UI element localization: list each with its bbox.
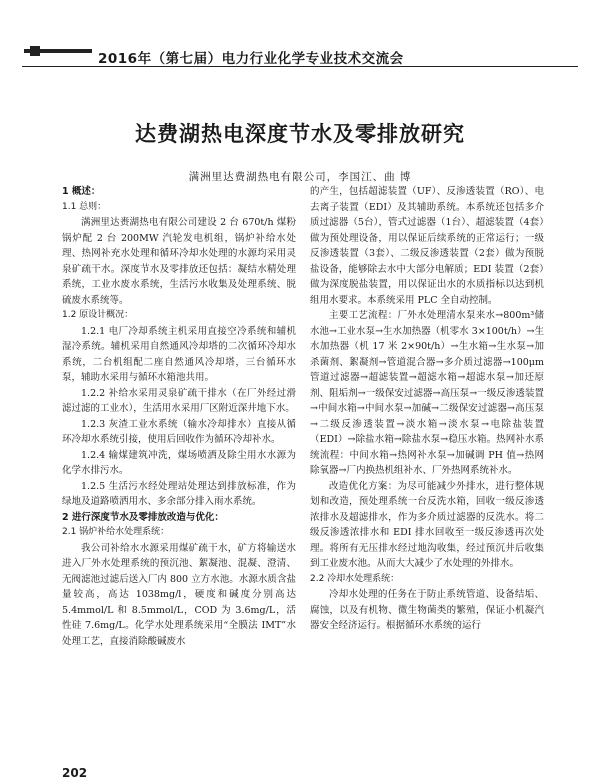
subsection-heading: 2.2 冷却水处理系统： [310, 573, 400, 584]
author-line: 满洲里达费湖热电有限公司，李国江、曲 博 [188, 171, 412, 183]
paper-title: 达费湖热电深度节水及零排放研究 [135, 122, 465, 146]
subsection-heading: 1.2 原设计概况： [62, 310, 134, 320]
paragraph: 满洲里达赉湖热电有限公司建设 2 台 670t/h 煤粉锅炉配 2 台 200MW 汽轮发电机组，锅炉补给水处理、热网补充水处理和循环冷却水处理的水源均采用灵泉矿疏干水。深度节水及零排放还包括：凝结水精处理系统，工业水废水系统，生活污水收集及处理系统、脱硫废水系统等。 [62, 217, 296, 306]
paragraph: 改造优化方案：为尽可能减少外排水，进行整体规划和改造，预处理系统一台反洗水箱，回收一级反渗透浓排水及超滤排水，作为多介质过滤器的反洗水。将二级反渗透浓排水和 EDI 排水回收至一级反渗透再次处理。将所有无压排水经过地沟收集，经过预沉井后收集到工业废水池。从而大大减少了水处理的外排水。 [310, 480, 544, 569]
paragraph: 我公司补给水水源采用煤矿疏干水，矿方将输送水进入厂外水处理系统的预沉池、絮凝池、混凝、澄清、无阀滤池过滤后送入厂内 800 立方水池。水源水质含盐量较高，高达 1038mg/l，硬度和碱度分别高达 5.4mmol/L 和 8.5mmol/L，COD 为 3.6mg/L，活性硅 7.6mg/L。化学水处理系统采用“全膜法 IMT”水处理工艺，直接消除酸碱废水 [62, 542, 296, 647]
paragraph: 冷却水处理的任务在于防止系统管道、设备结垢、腐蚀，以及有机物、微生物菌类的繁殖，保证小机凝汽器安全经济运行。根据循环水系统的运行 [310, 589, 544, 631]
paragraph: 主要工艺流程：厂外水处理清水泵来水→800m³储水池→工业水泵→生水加热器（机零水 3×100t/h）→生水加热器（机 17 米 2×90t/h）→生水箱→生水泵→加杀菌剂、絮凝剂→管道混合器→多介质过滤器→100μm 管道过滤器→超滤装置→超滤水箱→超滤水泵→加还原剂、阻垢剂→一级保安过滤器→高压泵→一级反渗透装置→中间水箱→中间水泵→加碱→二级保安过滤器→高压泵→二级反渗透装置→淡水箱→淡水泵→电除盐装置（EDI）→除盐水箱→除盐水泵→稳压水箱。热网补水系统流程：中间水箱→热网补水泵→加碱调 PH 值→热网除氧器→厂内换热机组补水、厂外热网系统补水。 [310, 310, 544, 476]
page-header [0, 0, 600, 67]
conference-title: 2016年（第七届）电力行业化学专业技术交流会 [98, 51, 404, 67]
left-column [62, 184, 296, 649]
paragraph: 1.2.5 生活污水经处理站处理达到排放标准，作为绿地及道路喷洒用水、多余部分排入雨水系统。 [62, 480, 296, 507]
paragraph: 1.2.4 输煤建筑冲洗，煤场喷洒及除尘用水水源为化学水排污水。 [62, 449, 296, 476]
paragraph: 1.2.3 灰渣工业水系统（输水冷却排水）直接从循环冷却水系统引接，使用后回收作为循环冷却补水。 [62, 418, 296, 445]
conference-logo-icon [24, 46, 92, 56]
header-divider [22, 66, 578, 67]
subsection-heading: 2.1 锅炉补给水处理系统： [62, 527, 170, 537]
paragraph: 1.2.1 电厂冷却系统主机采用直接空冷系统和辅机湿冷系统。辅机采用自然通风冷却塔的二次循环冷却水系统，二台机组配二座自然通风冷却塔，三台循环水泵，辅助水采用与循环水箱池共用。 [62, 325, 296, 383]
subsection-heading: 1.1 总则： [62, 201, 107, 212]
page-number: 202 [62, 766, 88, 780]
right-column [310, 184, 544, 634]
section-heading: 2 进行深度节水及零排放改造与优化： [62, 511, 224, 523]
paragraph: 的产生，包括超滤装置（UF）、反渗透装置（RO）、电去离子装置（EDI）及其辅助系统。本系统还包括多介质过滤器（5台），管式过滤器（1台）、超滤装置（4套）做为预处理设备，用以保证后续系统的正常运行；一级反渗透装置（3套）、二级反渗透装置（2套）做为预脱盐设备，能够除去水中大部分电解质；EDI 装置（2套）做为深度脱盐装置，用以保证出水的水质指标以达到机组用水要求。本系统采用 PLC 全自动控制。 [310, 186, 544, 306]
paragraph: 1.2.2 补给水采用灵泉矿疏干排水（在厂外经过滑滤过滤的工业水），生活用水采用厂区附近深井地下水。 [62, 387, 296, 414]
section-heading: 1 概述： [62, 186, 101, 197]
